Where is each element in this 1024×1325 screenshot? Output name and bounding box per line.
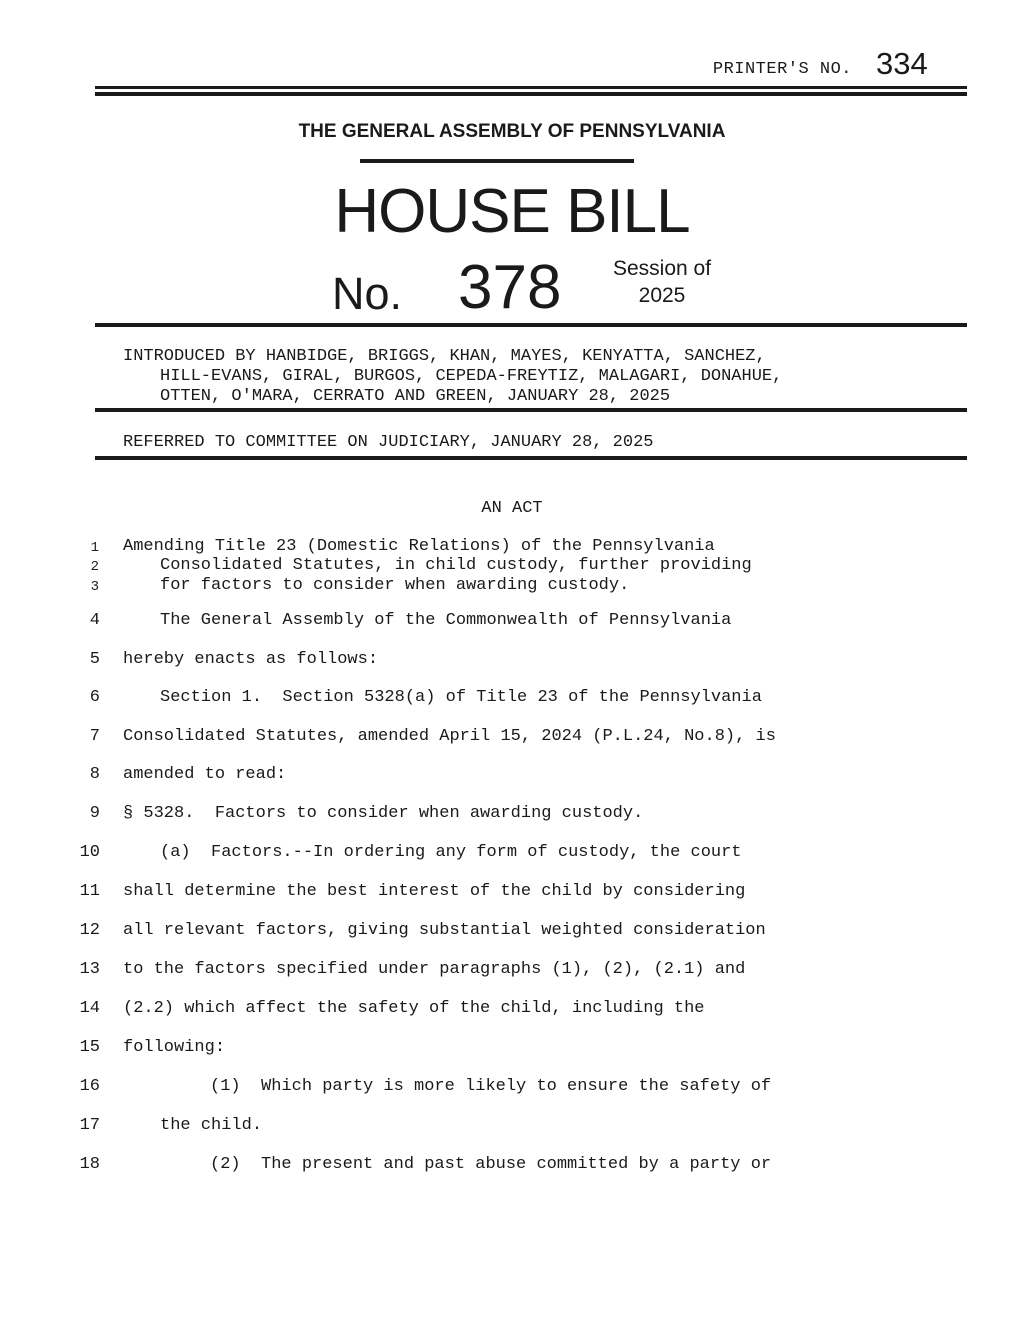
- intro-top-rule: [95, 323, 967, 327]
- body-line: (a) Factors.--In ordering any form of custody, the court: [160, 843, 742, 862]
- referred-bottom-rule: [95, 456, 967, 460]
- introduced-by-line: OTTEN, O'MARA, CERRATO AND GREEN, JANUARY 28, 2025: [160, 387, 671, 406]
- body-line: (2) The present and past abuse committed by a party or: [210, 1155, 772, 1174]
- body-line: shall determine the best interest of the child by considering: [123, 882, 746, 901]
- printers-number-label: PRINTER'S NO.: [712, 60, 852, 79]
- line-number: 1: [90, 540, 99, 556]
- body-line: amended to read:: [123, 765, 287, 784]
- line-number: 6: [89, 688, 100, 707]
- line-number: 10: [79, 843, 100, 862]
- line-number: 7: [89, 727, 100, 746]
- body-line: the child.: [160, 1116, 263, 1135]
- assembly-divider: [360, 159, 634, 163]
- printers-number: 334: [876, 46, 928, 81]
- title-line: Amending Title 23 (Domestic Relations) of the Pennsylvania: [123, 537, 715, 556]
- act-heading: AN ACT: [481, 499, 543, 518]
- assembly-title: THE GENERAL ASSEMBLY OF PENNSYLVANIA: [298, 121, 726, 142]
- section-heading: § 5328. Factors to consider when awarding custody.: [123, 804, 644, 823]
- line-number: 2: [90, 559, 99, 575]
- body-line: hereby enacts as follows:: [123, 650, 379, 669]
- line-number: 8: [89, 765, 100, 784]
- body-line: (1) Which party is more likely to ensure the safety of: [210, 1077, 772, 1096]
- bill-number-label: No.: [332, 268, 403, 319]
- body-line: Consolidated Statutes, amended April 15, 2024 (P.L.24, No.8), is: [123, 727, 776, 746]
- session-label: Session of: [612, 257, 712, 280]
- line-number: 11: [79, 882, 100, 901]
- header-rule-thick: [95, 92, 967, 96]
- intro-bottom-rule: [95, 408, 967, 412]
- body-line: to the factors specified under paragraphs (1), (2), (2.1) and: [123, 960, 746, 979]
- title-line: Consolidated Statutes, in child custody, further providing: [160, 556, 752, 575]
- line-number: 4: [89, 611, 100, 630]
- introduced-by-line: HILL-EVANS, GIRAL, BURGOS, CEPEDA-FREYTIZ, MALAGARI, DONAHUE,: [160, 367, 783, 386]
- bill-type-title: HOUSE BILL: [334, 177, 690, 246]
- line-number: 18: [79, 1155, 100, 1174]
- referred-to-committee: REFERRED TO COMMITTEE ON JUDICIARY, JANUARY 28, 2025: [123, 433, 654, 452]
- body-line: (2.2) which affect the safety of the child, including the: [123, 999, 705, 1018]
- bill-number: 378: [458, 253, 562, 322]
- line-number: 13: [79, 960, 100, 979]
- title-line: for factors to consider when awarding custody.: [160, 576, 630, 595]
- line-number: 17: [79, 1116, 100, 1135]
- introduced-by-line: INTRODUCED BY HANBIDGE, BRIGGS, KHAN, MAYES, KENYATTA, SANCHEZ,: [123, 347, 766, 366]
- line-number: 5: [89, 650, 100, 669]
- line-number: 9: [89, 804, 100, 823]
- header-rule-thin: [95, 86, 967, 89]
- line-number: 16: [79, 1077, 100, 1096]
- body-line: all relevant factors, giving substantial weighted consideration: [123, 921, 766, 940]
- line-number: 3: [90, 579, 99, 595]
- body-line: following:: [123, 1038, 226, 1057]
- line-number: 12: [79, 921, 100, 940]
- line-number: 15: [79, 1038, 100, 1057]
- line-number: 14: [79, 999, 100, 1018]
- session-year: 2025: [638, 284, 686, 307]
- body-line: Section 1. Section 5328(a) of Title 23 of the Pennsylvania: [160, 688, 762, 707]
- body-line: The General Assembly of the Commonwealth of Pennsylvania: [160, 611, 732, 630]
